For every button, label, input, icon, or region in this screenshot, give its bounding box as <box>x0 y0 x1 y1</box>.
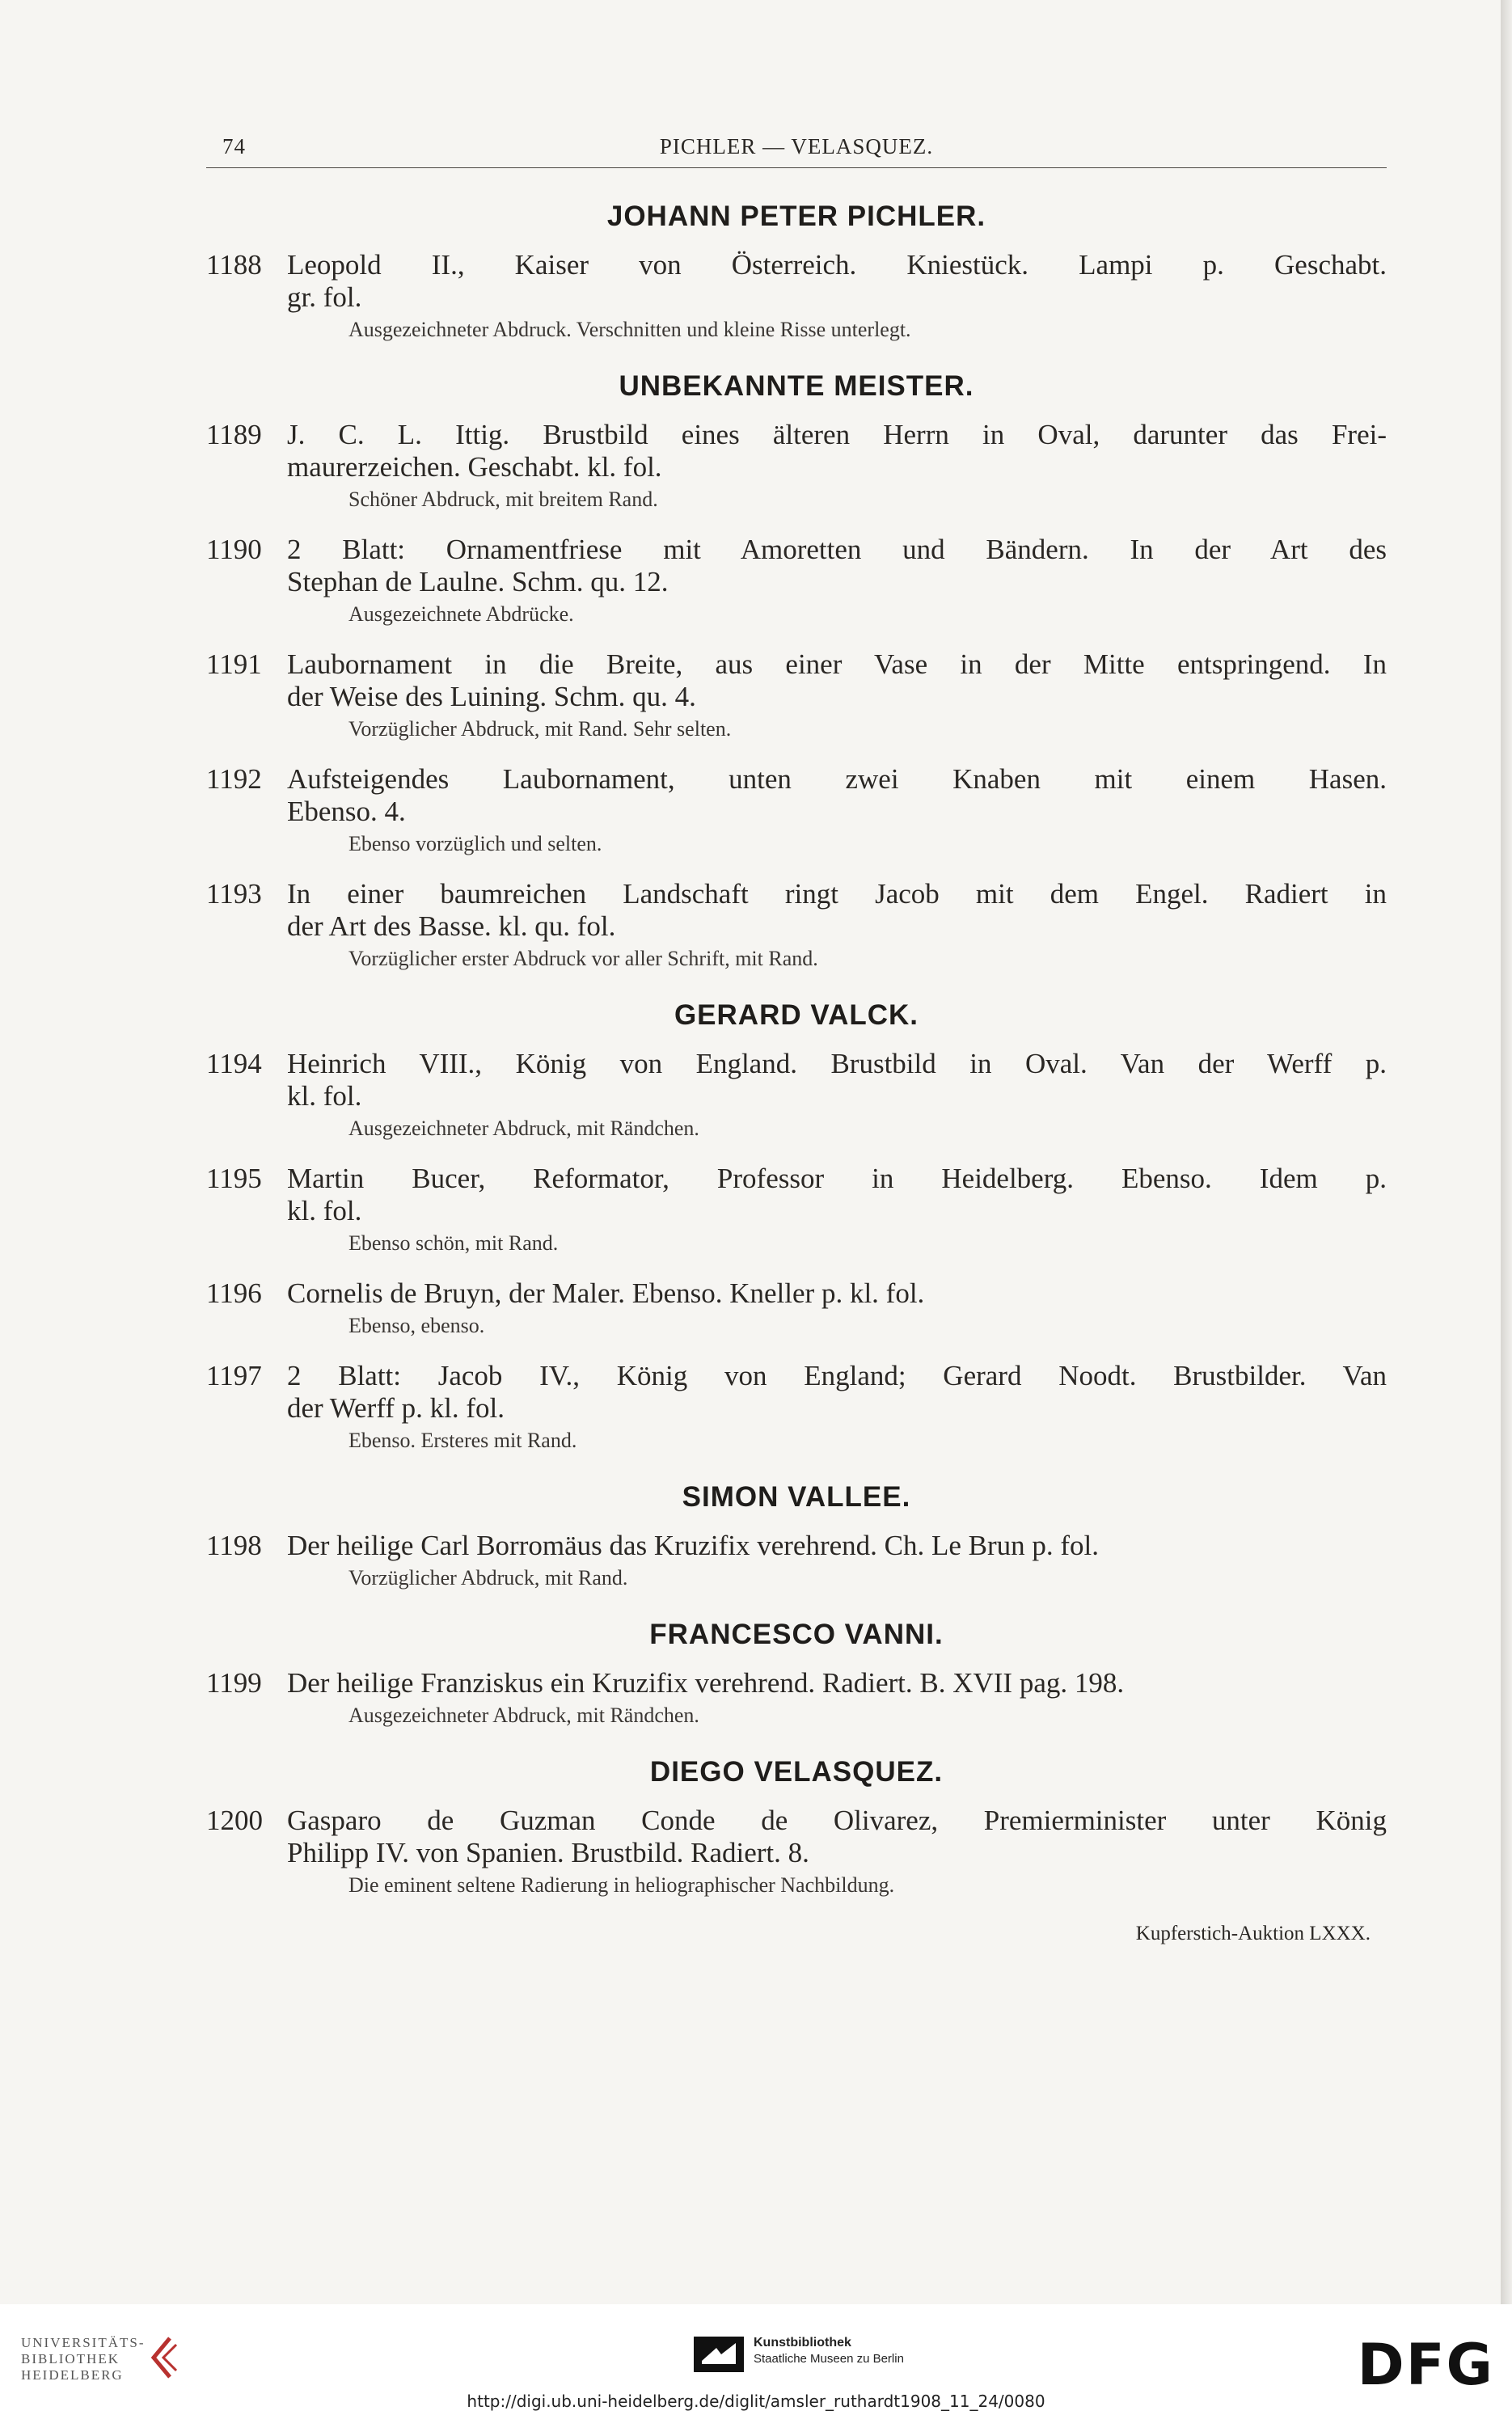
lot-number: 1200 <box>206 1805 263 1836</box>
lot-condition-note: Ausgezeichneter Abdruck, mit Rändchen. <box>348 1704 699 1727</box>
lot-line <box>206 681 1387 713</box>
page-number: 74 <box>222 134 246 158</box>
lot-line <box>206 763 1387 796</box>
catalogue-page <box>206 129 1387 1945</box>
lot-condition-note: Ausgezeichneter Abdruck. Verschnitten und kleine Risse unterlegt. <box>348 318 911 341</box>
lot-line <box>206 1392 1387 1425</box>
lot-line <box>206 1837 1387 1869</box>
lot-description: 2 Blatt: Jacob IV., König von England; Gerard Noodt. Brustbilder. Van <box>287 1360 1387 1391</box>
lot-description: 2 Blatt: Ornamentfriese mit Amoretten und Bändern. In der Art des <box>287 534 1387 565</box>
lot-line <box>206 910 1387 943</box>
lot-description: Cornelis de Bruyn, der Maler. Ebenso. Kneller p. kl. fol. <box>287 1277 925 1309</box>
lot-entry <box>206 878 1387 972</box>
lot-description: Leopold II., Kaiser von Österreich. Kniestück. Lampi p. Geschabt. <box>287 249 1387 281</box>
running-title: PICHLER — VELASQUEZ. <box>659 134 934 158</box>
lot-entry <box>206 1667 1387 1729</box>
kunstbibliothek-logo[interactable]: Kunstbibliothek Staatliche Museen zu Berlin <box>754 2336 904 2366</box>
lot-condition-note: Ebenso. Ersteres mit Rand. <box>348 1429 577 1452</box>
lot-line <box>206 1195 1387 1227</box>
viewer-footer <box>0 2304 1512 2415</box>
lot-entry <box>206 1805 1387 1898</box>
lot-number: 1194 <box>206 1048 262 1079</box>
lot-description: Philipp IV. von Spanien. Brustbild. Radiert. 8. <box>287 1837 809 1868</box>
section-title: SIMON VALLEE. <box>682 1481 911 1513</box>
section-title: UNBEKANNTE MEISTER. <box>619 370 974 402</box>
page-url[interactable]: http://digi.ub.uni-heidelberg.de/diglit/amsler_ruthardt1908_11_24/0080 <box>467 2392 1045 2411</box>
lot-number: 1193 <box>206 878 262 910</box>
heidelberg-library-logo[interactable]: UNIVERSITÄTS- BIBLIOTHEK HEIDELBERG <box>21 2335 146 2383</box>
lot-number: 1198 <box>206 1530 262 1561</box>
lot-number: 1190 <box>206 534 262 565</box>
lot-description: der Weise des Luining. Schm. qu. 4. <box>287 681 696 712</box>
lot-line <box>206 1360 1387 1392</box>
lot-number: 1199 <box>206 1667 262 1699</box>
heidelberg-emblem-icon <box>146 2333 181 2382</box>
lot-line <box>206 878 1387 910</box>
lot-line <box>206 281 1387 314</box>
section-title: GERARD VALCK. <box>674 999 919 1031</box>
lot-description: Der heilige Carl Borromäus das Kruzifix verehrend. Ch. Le Brun p. fol. <box>287 1530 1100 1561</box>
lot-number: 1192 <box>206 763 262 795</box>
lot-description: der Art des Basse. kl. qu. fol. <box>287 910 616 942</box>
lot-description: Heinrich VIII., König von England. Brustbild in Oval. Van der Werff p. <box>287 1048 1387 1079</box>
kunstbibliothek-icon <box>694 2337 744 2372</box>
lot-entry <box>206 1048 1387 1142</box>
lot-line <box>206 249 1387 281</box>
lot-entry <box>206 648 1387 742</box>
lot-number: 1191 <box>206 648 262 680</box>
lot-condition-note: Ebenso vorzüglich und selten. <box>348 832 602 855</box>
lot-description: kl. fol. <box>287 1080 362 1112</box>
lot-condition-note: Vorzüglicher erster Abdruck vor aller Schrift, mit Rand. <box>348 947 818 970</box>
lot-line <box>206 648 1387 681</box>
lot-line <box>206 534 1387 566</box>
lot-condition-note: Vorzüglicher Abdruck, mit Rand. Sehr selten. <box>348 717 732 741</box>
lot-number: 1195 <box>206 1163 262 1194</box>
lot-line <box>206 566 1387 598</box>
lot-entry <box>206 763 1387 857</box>
lot-condition-note: Die eminent seltene Radierung in heliographischer Nachbildung. <box>348 1873 895 1897</box>
lot-entry <box>206 1360 1387 1454</box>
lot-line <box>206 451 1387 483</box>
lot-description: Aufsteigendes Laubornament, unten zwei Knaben mit einem Hasen. <box>287 763 1387 795</box>
lot-entry <box>206 534 1387 627</box>
lot-description: Laubornament in die Breite, aus einer Vase in der Mitte entspringend. In <box>287 648 1387 680</box>
lot-description: Martin Bucer, Reformator, Professor in Heidelberg. Ebenso. Idem p. <box>287 1163 1387 1194</box>
lot-line <box>206 796 1387 828</box>
lot-description: Der heilige Franziskus ein Kruzifix verehrend. Radiert. B. XVII pag. 198. <box>287 1667 1125 1699</box>
lot-number: 1196 <box>206 1277 262 1309</box>
lot-entry <box>206 1163 1387 1256</box>
lot-number: 1197 <box>206 1360 262 1391</box>
lot-line <box>206 1530 1387 1562</box>
lot-condition-note: Schöner Abdruck, mit breitem Rand. <box>348 488 658 511</box>
section-title: DIEGO VELASQUEZ. <box>649 1756 944 1788</box>
lot-number: 1189 <box>206 419 262 450</box>
lot-line <box>206 1277 1387 1310</box>
lot-description: gr. fol. <box>287 281 362 313</box>
catalogue-sections <box>206 201 1387 1898</box>
lot-description: kl. fol. <box>287 1195 362 1226</box>
lot-description: maurerzeichen. Geschabt. kl. fol. <box>287 451 662 483</box>
lot-condition-note: Ausgezeichnete Abdrücke. <box>348 602 574 626</box>
lot-line <box>206 1667 1387 1699</box>
lot-entry <box>206 1277 1387 1339</box>
lot-line <box>206 419 1387 451</box>
lot-description: Gasparo de Guzman Conde de Olivarez, Premierminister unter König <box>287 1805 1387 1836</box>
lot-entry <box>206 249 1387 343</box>
lot-line <box>206 1163 1387 1195</box>
lot-condition-note: Vorzüglicher Abdruck, mit Rand. <box>348 1566 628 1590</box>
catalogue-footer: Kupferstich-Auktion LXXX. <box>1135 1923 1371 1944</box>
lot-line <box>206 1805 1387 1837</box>
lot-description: Stephan de Laulne. Schm. qu. 12. <box>287 566 669 597</box>
lot-entry <box>206 419 1387 513</box>
lot-description: der Werff p. kl. fol. <box>287 1392 505 1424</box>
lot-number: 1188 <box>206 249 262 281</box>
section-title: FRANCESCO VANNI. <box>649 1619 944 1650</box>
lot-description: In einer baumreichen Landschaft ringt Jacob mit dem Engel. Radiert in <box>287 878 1387 910</box>
lot-line <box>206 1048 1387 1080</box>
running-head <box>206 129 1387 168</box>
lot-description: Ebenso. 4. <box>287 796 406 827</box>
dfg-logo[interactable]: DFG <box>1357 2332 1494 2398</box>
lot-condition-note: Ebenso schön, mit Rand. <box>348 1231 559 1255</box>
lot-condition-note: Ebenso, ebenso. <box>348 1314 485 1337</box>
section-title: JOHANN PETER PICHLER. <box>606 201 986 232</box>
lot-line <box>206 1080 1387 1113</box>
lot-condition-note: Ausgezeichneter Abdruck, mit Rändchen. <box>348 1117 699 1140</box>
lot-description: J. C. L. Ittig. Brustbild eines älteren Herrn in Oval, darunter das Frei- <box>287 419 1387 450</box>
lot-entry <box>206 1530 1387 1591</box>
page-edge-shadow <box>1501 0 1512 2304</box>
